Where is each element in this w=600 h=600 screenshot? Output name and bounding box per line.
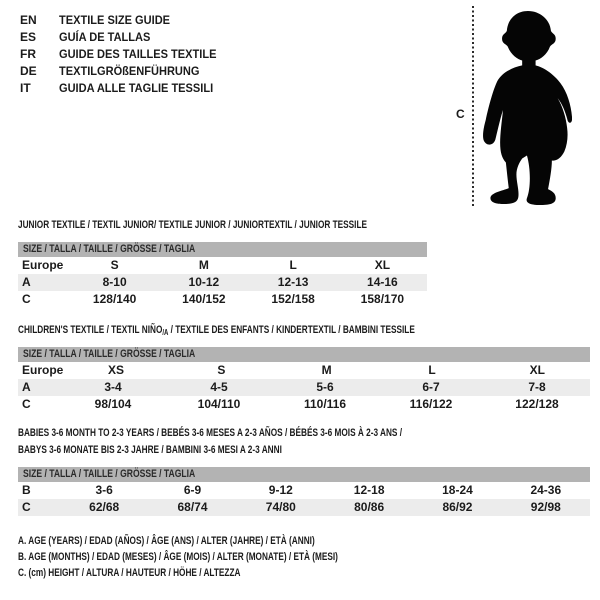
legend-note-line: B. AGE (MONTHS) / EDAD (MESES) / ÂGE (MOIS) / ALTER (MONATE) / ETÀ (MESI) (18, 551, 338, 564)
table-row (18, 291, 427, 308)
table-cell: 104/110 (197, 397, 241, 411)
language-code: EN (20, 13, 37, 27)
babies-table-title-line2: BABYS 3-6 MONATE BIS 2-3 JAHRE / BAMBINI 3-6 MESI A 2-3 ANNI (18, 443, 282, 456)
table-cell: M (321, 363, 332, 377)
children-table-title-post: / TEXTILE DES ENFANTS / KINDERTEXTIL / BAMBINI TESSILE (168, 324, 415, 336)
table-row (18, 482, 590, 499)
table-cell: 10-12 (188, 275, 220, 289)
table-cell: S (110, 258, 119, 272)
table-cell: 122/128 (515, 397, 559, 411)
legend-note-line: C. (cm) HEIGHT / ALTURA / HAUTEUR / HÖHE / ALTEZZA (18, 567, 241, 580)
children-size-table (18, 347, 590, 413)
table-cell: 3-4 (104, 380, 122, 394)
babies-size-table (18, 467, 590, 516)
table-cell: 9-12 (268, 483, 293, 497)
table-cell: XL (374, 258, 391, 272)
table-cell: M (198, 258, 209, 272)
junior-size-table (18, 242, 427, 308)
language-row (20, 63, 230, 80)
children-table-title (18, 322, 415, 342)
table-cell: 140/152 (182, 292, 226, 306)
language-code: DE (20, 64, 37, 78)
junior-table-title (18, 217, 367, 234)
row-label: A (22, 275, 31, 289)
language-title: GUIDE DES TAILLES TEXTILE (59, 47, 217, 61)
table-row (18, 396, 590, 413)
table-cell: L (428, 363, 436, 377)
table-cell: 7-8 (528, 380, 546, 394)
language-row (20, 29, 230, 46)
language-title: TEXTILE SIZE GUIDE (59, 13, 171, 27)
language-title: GUIDA ALLE TAGLIE TESSILI (59, 81, 214, 95)
row-label: C (22, 500, 31, 514)
table-cell: L (289, 258, 297, 272)
table-cell: 128/140 (92, 292, 137, 306)
language-list (20, 12, 230, 97)
language-code: ES (20, 30, 37, 44)
children-table-title-pre: CHILDREN'S TEXTILE / TEXTIL NIÑO (18, 324, 163, 336)
row-label: C (22, 292, 31, 306)
table-row (18, 499, 590, 516)
table-row (18, 379, 590, 396)
row-label: Europe (22, 258, 64, 272)
table-cell: 92/98 (530, 500, 561, 514)
table-cell: XL (529, 363, 545, 377)
table-cell: 12-13 (277, 275, 309, 289)
language-title: GUÍA DE TALLAS (59, 30, 151, 44)
table-row (18, 274, 427, 291)
table-cell: 4-5 (210, 380, 228, 394)
table-cell: 3-6 (95, 483, 113, 497)
row-label: C (22, 397, 31, 411)
row-label: Europe (22, 363, 64, 377)
table-cell: 158/170 (360, 292, 405, 306)
table-cell: 24-36 (530, 483, 562, 497)
height-measure-label: C (456, 107, 465, 121)
language-code: FR (20, 47, 36, 61)
babies-table-title (18, 425, 402, 458)
language-code: IT (20, 81, 31, 95)
table-cell: 98/104 (94, 397, 132, 411)
table-cell: 80/86 (354, 500, 385, 514)
table-cell: 8-10 (102, 275, 127, 289)
toddler-silhouette-icon (480, 8, 572, 206)
table-cell: 152/158 (271, 292, 315, 306)
table-row (18, 362, 590, 379)
language-row (20, 46, 230, 63)
table-cell: 110/116 (303, 397, 347, 411)
legend-note-line: A. AGE (YEARS) / EDAD (AÑOS) / ÂGE (ANS) / ALTER (JAHRE) / ETÀ (ANNI) (18, 535, 315, 547)
height-measure-dashed-line (472, 6, 474, 208)
size-header-text: SIZE / TALLA / TAILLE / GRÖSSE / TAGLIA (23, 348, 196, 360)
table-cell: 6-9 (183, 483, 202, 497)
size-header-text: SIZE / TALLA / TAILLE / GRÖSSE / TAGLIA (23, 468, 196, 480)
row-label: B (22, 483, 31, 497)
size-header-text: SIZE / TALLA / TAILLE / GRÖSSE / TAGLIA (23, 243, 196, 255)
junior-table-title-text: JUNIOR TEXTILE / TEXTIL JUNIOR/ TEXTILE JUNIOR / JUNIORTEXTIL / JUNIOR TESSILE (18, 219, 367, 231)
table-cell: 116/122 (409, 397, 453, 411)
table-cell: 18-24 (442, 483, 473, 497)
table-cell: S (217, 363, 226, 377)
language-row (20, 80, 230, 97)
table-cell: 86/92 (442, 500, 473, 514)
table-row (18, 257, 427, 274)
row-label: A (22, 380, 31, 394)
language-title: TEXTILGRÖßENFÜHRUNG (59, 64, 200, 78)
table-cell: XS (108, 363, 125, 377)
table-cell: 5-6 (316, 380, 334, 394)
table-cell: 62/68 (89, 500, 120, 514)
size-header-bar (18, 347, 590, 362)
children-table-title-sub: /A (162, 328, 169, 337)
table-cell: 68/74 (177, 500, 208, 514)
table-cell: 14-16 (367, 275, 398, 289)
babies-table-title-line1: BABIES 3-6 MONTH TO 2-3 YEARS / BEBÉS 3-6 MESES A 2-3 AÑOS / BÉBÉS 3-6 MOIS À 2-3 ANS / (18, 427, 403, 439)
size-header-bar (18, 467, 590, 482)
language-row (20, 12, 230, 29)
table-cell: 12-18 (353, 483, 385, 497)
size-header-bar (18, 242, 427, 257)
table-cell: 6-7 (422, 380, 440, 394)
legend-notes (18, 533, 445, 582)
table-cell: 74/80 (265, 500, 296, 514)
